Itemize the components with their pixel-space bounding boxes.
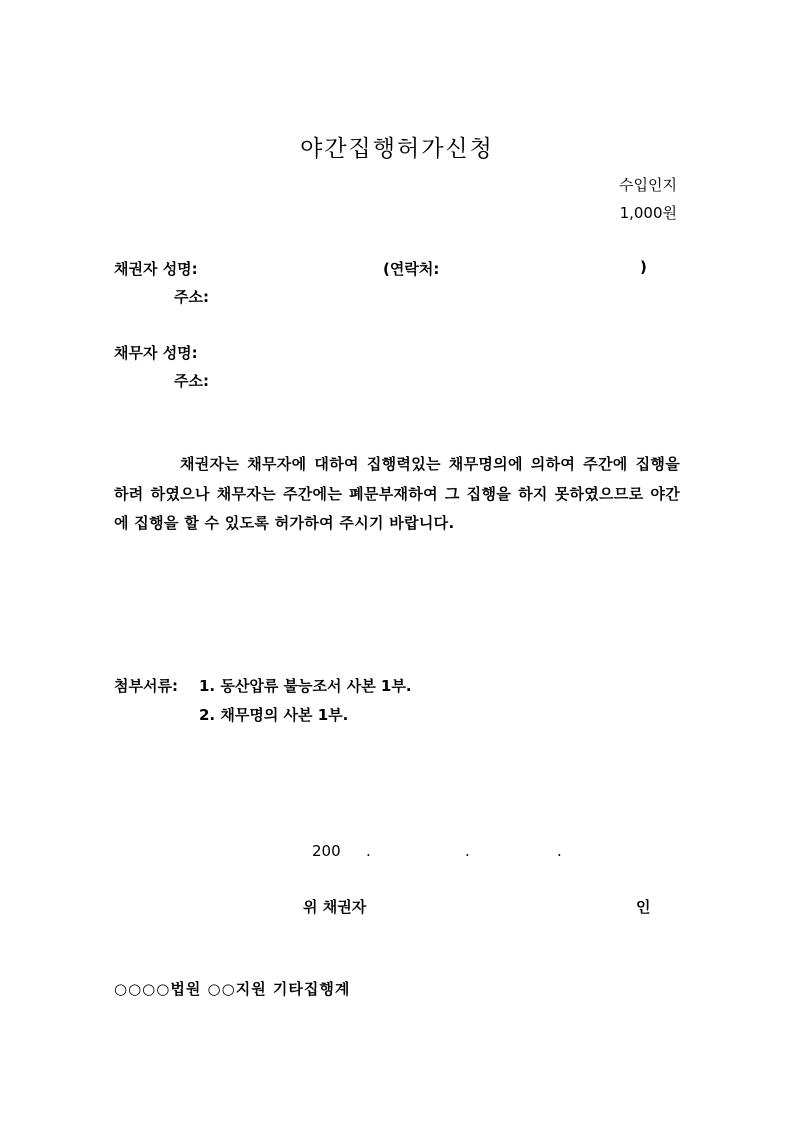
document-title: 야간집행허가신청 bbox=[300, 136, 494, 162]
debtor-address-label: 주소: bbox=[174, 372, 209, 390]
signature-seal-mark: 인 bbox=[636, 898, 651, 916]
date-dot-3: . bbox=[557, 842, 562, 860]
court-office: ○○○○법원 ○○지원 기타집행계 bbox=[114, 980, 351, 998]
attachment-item-2: 2. 채무명의 사본 1부. bbox=[199, 706, 349, 724]
revenue-stamp-amount: 1,000원 bbox=[619, 204, 677, 222]
date-year: 200 bbox=[312, 842, 341, 860]
attachment-item-1: 1. 동산압류 불능조서 사본 1부. bbox=[199, 677, 412, 695]
signature-label: 위 채권자 bbox=[303, 898, 367, 916]
revenue-stamp-label: 수입인지 bbox=[619, 176, 677, 194]
creditor-contact-close: ) bbox=[640, 258, 647, 276]
request-body-paragraph bbox=[114, 450, 680, 539]
request-body-text: 채권자는 채무자에 대하여 집행력있는 채무명의에 의하여 주간에 집행을 하려 하였으나 채무자는 주간에는 폐문부재하여 그 집행을 하지 못하였으므로 야간에 집행을 할 수 있도록 허가하여 주시기 바랍니다. bbox=[114, 455, 680, 532]
creditor-address-label: 주소: bbox=[174, 288, 209, 306]
date-dot-1: . bbox=[366, 842, 371, 860]
creditor-name-label: 채권자 성명: bbox=[114, 260, 198, 278]
date-dot-2: . bbox=[465, 842, 470, 860]
creditor-contact-open: (연락처: bbox=[383, 260, 440, 278]
debtor-name-label: 채무자 성명: bbox=[114, 344, 198, 362]
attachments-label: 첨부서류: bbox=[114, 677, 178, 695]
